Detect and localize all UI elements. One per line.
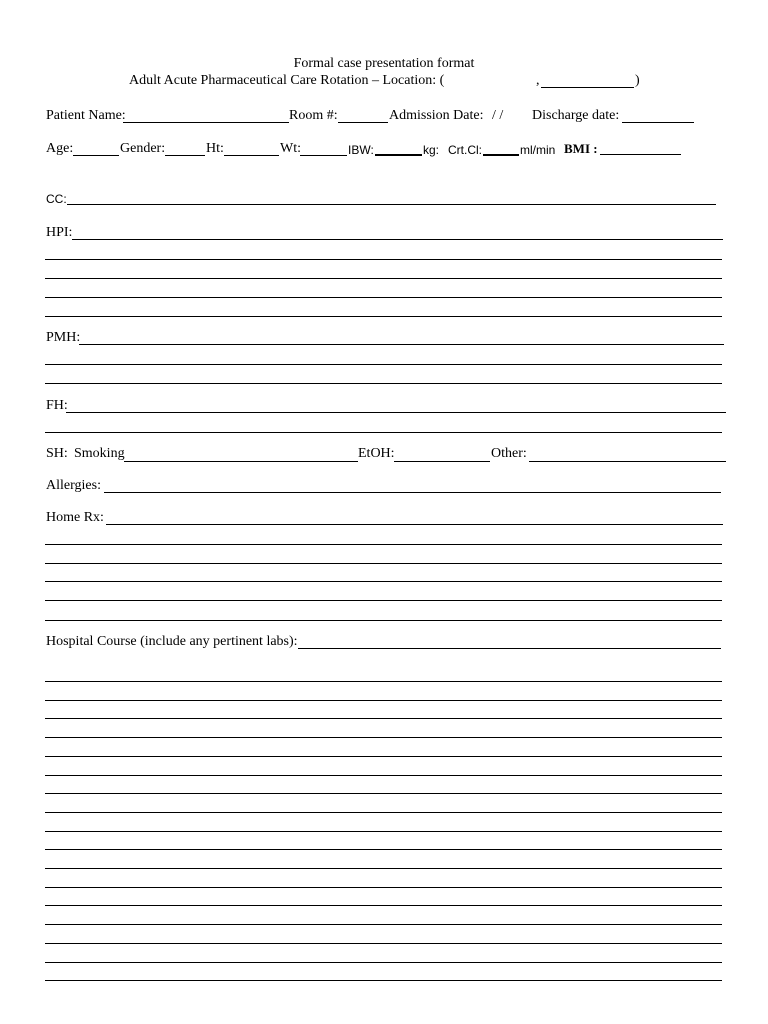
hospital-course-line[interactable]: [45, 812, 722, 813]
crcl-label: Crt.Cl:: [448, 143, 482, 157]
admission-date-field[interactable]: / /: [492, 108, 504, 123]
fh-field[interactable]: [66, 412, 726, 413]
sh-label: SH:: [46, 446, 68, 461]
hospital-course-line[interactable]: [45, 793, 722, 794]
cc-field[interactable]: [67, 204, 716, 205]
patient-name-label: Patient Name:: [46, 108, 126, 123]
hpi-line[interactable]: [45, 316, 722, 317]
hospital-course-line[interactable]: [45, 868, 722, 869]
hospital-course-line[interactable]: [45, 905, 722, 906]
fh-label: FH:: [46, 398, 68, 413]
crcl-field[interactable]: [483, 154, 519, 156]
home-rx-line[interactable]: [45, 620, 722, 621]
fh-line[interactable]: [45, 432, 722, 433]
hospital-course-field[interactable]: [298, 648, 721, 649]
pmh-line[interactable]: [45, 383, 722, 384]
height-label: Ht:: [206, 141, 224, 156]
pmh-field[interactable]: [79, 344, 724, 345]
hospital-course-line[interactable]: [45, 737, 722, 738]
height-field[interactable]: [224, 155, 279, 156]
hospital-course-line[interactable]: [45, 980, 722, 981]
other-label: Other:: [491, 446, 527, 461]
hospital-course-line[interactable]: [45, 700, 722, 701]
hospital-course-line[interactable]: [45, 775, 722, 776]
pmh-label: PMH:: [46, 330, 81, 345]
allergies-field[interactable]: [104, 492, 721, 493]
admission-date-label: Admission Date:: [389, 108, 484, 123]
discharge-date-label: Discharge date:: [532, 108, 620, 123]
home-rx-line[interactable]: [45, 544, 722, 545]
other-field[interactable]: [529, 461, 726, 462]
form-title: Formal case presentation format: [293, 56, 475, 71]
hospital-course-line[interactable]: [45, 962, 722, 963]
allergies-label: Allergies:: [46, 478, 101, 493]
home-rx-label: Home Rx:: [46, 510, 104, 525]
etoh-label: EtOH:: [358, 446, 395, 461]
hospital-course-line[interactable]: [45, 924, 722, 925]
hpi-field[interactable]: [72, 239, 723, 240]
hpi-label: HPI:: [46, 225, 73, 240]
room-label: Room #:: [289, 108, 338, 123]
gender-label: Gender:: [120, 141, 166, 156]
hospital-course-line[interactable]: [45, 681, 722, 682]
ibw-field[interactable]: [375, 154, 422, 156]
hpi-line[interactable]: [45, 278, 722, 279]
cc-label: CC:: [46, 192, 67, 206]
home-rx-line[interactable]: [45, 581, 722, 582]
hospital-course-label: Hospital Course (include any pertinent labs):: [46, 634, 298, 649]
home-rx-field[interactable]: [106, 524, 723, 525]
hospital-course-line[interactable]: [45, 756, 722, 757]
hospital-course-line[interactable]: [45, 849, 722, 850]
etoh-field[interactable]: [394, 461, 490, 462]
location-field[interactable]: [541, 87, 634, 88]
hospital-course-line[interactable]: [45, 887, 722, 888]
ibw-label: IBW:: [348, 143, 374, 157]
location-comma: ,: [536, 73, 540, 88]
weight-field[interactable]: [300, 155, 347, 156]
age-label: Age:: [46, 141, 74, 156]
bmi-label: BMI :: [564, 141, 598, 156]
smoking-field[interactable]: [124, 461, 358, 462]
subtitle-text: Adult Acute Pharmaceutical Care Rotation – Location: (: [129, 73, 445, 88]
form-subtitle: [129, 73, 444, 89]
discharge-date-field[interactable]: [622, 122, 694, 123]
gender-field[interactable]: [165, 155, 205, 156]
kg-label: kg:: [423, 143, 440, 157]
hospital-course-line[interactable]: [45, 718, 722, 719]
bmi-field[interactable]: [600, 154, 681, 155]
weight-label: Wt:: [280, 141, 301, 156]
age-field[interactable]: [73, 155, 119, 156]
smoking-label: Smoking: [74, 446, 125, 461]
hpi-line[interactable]: [45, 297, 722, 298]
room-field[interactable]: [338, 122, 388, 123]
pmh-line[interactable]: [45, 364, 722, 365]
mlmin-label: ml/min: [520, 143, 556, 157]
hospital-course-line[interactable]: [45, 831, 722, 832]
home-rx-line[interactable]: [45, 563, 722, 564]
home-rx-line[interactable]: [45, 600, 722, 601]
location-close-paren: ): [635, 73, 640, 88]
hospital-course-line[interactable]: [45, 943, 722, 944]
patient-name-field[interactable]: [123, 122, 289, 123]
hpi-line[interactable]: [45, 259, 722, 260]
